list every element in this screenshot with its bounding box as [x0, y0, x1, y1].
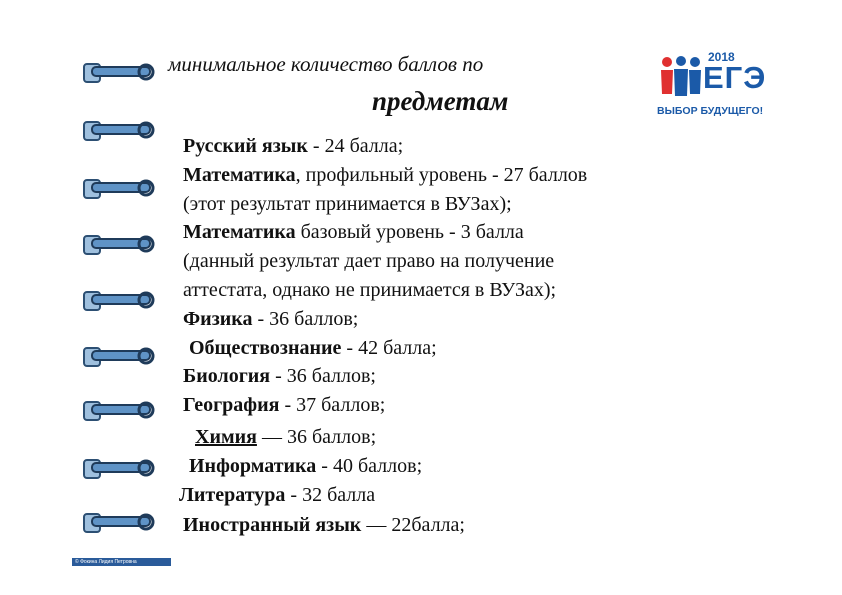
- title-line-1: минимальное количество баллов по: [168, 52, 484, 76]
- list-item: Математика, профильный уровень - 27 баллов: [183, 163, 588, 186]
- list-item: Обществознание - 42 балла;: [189, 336, 437, 359]
- list-item: Литература - 32 балла: [179, 483, 376, 506]
- logo-year: 2018: [708, 50, 735, 64]
- list-item: (данный результат дает право на получение: [183, 250, 555, 273]
- binder-ring-icon: [82, 396, 160, 424]
- list-item: (этот результат принимается в ВУЗах);: [183, 192, 512, 215]
- list-item: Математика базовый уровень - 3 балла: [183, 221, 524, 244]
- title-line-2: предметам: [372, 86, 509, 116]
- list-item: Иностранный язык — 22балла;: [183, 514, 465, 537]
- binder-ring-icon: [82, 174, 160, 202]
- logo-word: ЕГЭ: [703, 60, 767, 95]
- list-item: Физика - 36 баллов;: [183, 307, 359, 330]
- list-item: Русский язык - 24 балла;: [183, 135, 404, 157]
- people-figures-icon: [659, 54, 703, 100]
- copyright-label: © Фокина Лидия Петровна: [72, 558, 171, 566]
- ege-logo: [655, 48, 775, 123]
- list-item: География - 37 баллов;: [183, 394, 386, 417]
- binder-ring-icon: [82, 508, 160, 536]
- list-item: Химия — 36 баллов;: [195, 425, 377, 448]
- binder-ring-icon: [82, 230, 160, 258]
- binder-ring-icon: [82, 116, 160, 144]
- subject-list: [179, 132, 588, 540]
- list-item: аттестата, однако не принимается в ВУЗах);: [183, 278, 557, 301]
- logo-slogan: ВЫБОР БУДУЩЕГО!: [657, 105, 764, 117]
- binder-ring-icon: [82, 342, 160, 370]
- list-item: Биология - 36 баллов;: [183, 365, 376, 388]
- binder-ring-icon: [82, 454, 160, 482]
- binder-ring-icon: [82, 286, 160, 314]
- binder-ring-icon: [82, 58, 160, 86]
- list-item: Информатика - 40 баллов;: [189, 454, 423, 477]
